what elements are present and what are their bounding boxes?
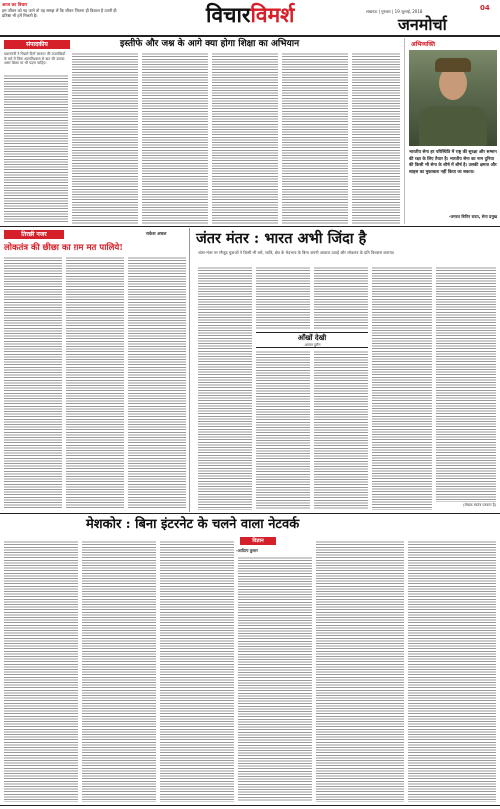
feature-subhead-box <box>256 332 368 348</box>
bottom-body-col-2 <box>82 540 156 802</box>
quote-text: हम जीवन को नह जाने तो यह समझ लें कि जीवन जितना ही विशाल है उतनी ही प्रतिष्ठा भी हमें मिलती है। <box>2 8 117 18</box>
feature-body-col-1 <box>198 266 252 510</box>
column-body-col-3 <box>128 256 186 510</box>
feature-body-col-2b <box>256 350 310 510</box>
page-number: 04 <box>480 4 490 12</box>
army-chief-photo <box>409 50 497 146</box>
column-body-col-1 <box>4 256 62 510</box>
feature-headline: जंतर मंतर : भारत अभी जिंदा है <box>196 230 367 247</box>
bottom-section-label: विज्ञान <box>240 537 276 545</box>
column-headline: लोकतंत्र की छीछा का ग़म मत पालिये! <box>4 243 124 253</box>
paper-name: जनमोर्चा <box>398 15 447 34</box>
bottom-body-col-1 <box>4 540 78 802</box>
feature-subhead: आँखों देखी <box>297 334 327 342</box>
bottom-body-col-4 <box>238 556 312 802</box>
editorial-headline: इस्तीफे और जश्न के आगे क्या होगा शिक्षा का अभियान <box>120 39 300 49</box>
editorial-body-col-5 <box>282 52 348 224</box>
feature-body-col-5 <box>436 266 496 502</box>
column-byline: राकेश अचल <box>146 232 167 237</box>
editorial-body-col-2 <box>72 52 138 224</box>
editorial-body-col-4 <box>212 52 278 224</box>
section-rule-2 <box>0 513 500 514</box>
quote-box-attribution: -जनरल बिपिन रावत, सेना प्रमुख <box>448 214 497 219</box>
column-body-col-2 <box>66 256 124 510</box>
feature-sub-byline: -अनवर हुसैन <box>303 343 321 347</box>
section-title-vimarsh: विमर्श <box>250 2 295 27</box>
masthead-rule <box>0 35 500 37</box>
bottom-headline: मेशकोर : बिना इंटरनेट के चलने वाला नेटवर्क <box>86 517 300 532</box>
editorial-label: संपादकीय <box>4 40 70 49</box>
page-bottom-rule <box>0 805 500 806</box>
date-line: लखनऊ | गुरुवार | 19 जुलाई, 2018 <box>366 9 423 14</box>
editorial-body-col-6 <box>352 52 400 224</box>
quote-box-text: भारतीय सेना हर परिस्थिति में राष्ट्र की सुरक्षा और सम्मान की रक्षा के लिए तैयार है। भारतीय सेना का नाम दुनिया की किसी भी सेना के शीर्ष में शीर्ष है। उसकी क्षमता और साहस का मुकाबला नहीं किया जा सकता। <box>409 150 497 175</box>
feature-body-col-3 <box>314 266 368 330</box>
photo-uniform <box>419 106 487 146</box>
section-rule-1 <box>0 226 500 227</box>
masthead <box>0 0 500 36</box>
feature-body-col-4 <box>372 266 432 510</box>
editorial-body-col-3 <box>142 52 208 224</box>
bottom-body-col-3 <box>160 540 234 802</box>
feature-footer-note: (लेखक स्वतंत्र पत्रकार हैं) <box>463 503 496 507</box>
quote-of-day <box>2 2 122 34</box>
column-divider <box>189 228 190 512</box>
section-title <box>206 4 294 26</box>
bottom-body-col-5 <box>316 540 404 802</box>
quote-box <box>404 38 498 224</box>
feature-body-col-2 <box>256 266 310 330</box>
photo-cap <box>435 58 471 72</box>
feature-intro: जंतर-मंतर पर मौजूद युवाओं ने किसी भी धर्म, जाति, क्षेत्र के भेदभाव के बिना अपनी आवाज उठाई और लोकतंत्र के प्रति विश्वास जताया। <box>198 250 395 255</box>
editorial-body-col-1 <box>4 74 68 224</box>
section-title-vichar: विचार <box>206 2 251 27</box>
quote-box-label: अभिव्यक्ति <box>411 41 436 48</box>
bottom-byline: -आदित्य कुमार <box>236 548 258 553</box>
column-label: तिरछी नजर <box>4 230 64 239</box>
feature-body-col-3b <box>314 350 368 510</box>
quote-label: आज का विचार <box>2 3 28 8</box>
bottom-body-col-6 <box>408 540 496 802</box>
editorial-intro: प्रधानमंत्री ने पिछले दिनों सरकार की उपलब्धियों के बारे में जिस आत्मविश्वास से बात की उसका असर शिक्षा पर भी पड़ना चाहिए। <box>4 52 66 66</box>
